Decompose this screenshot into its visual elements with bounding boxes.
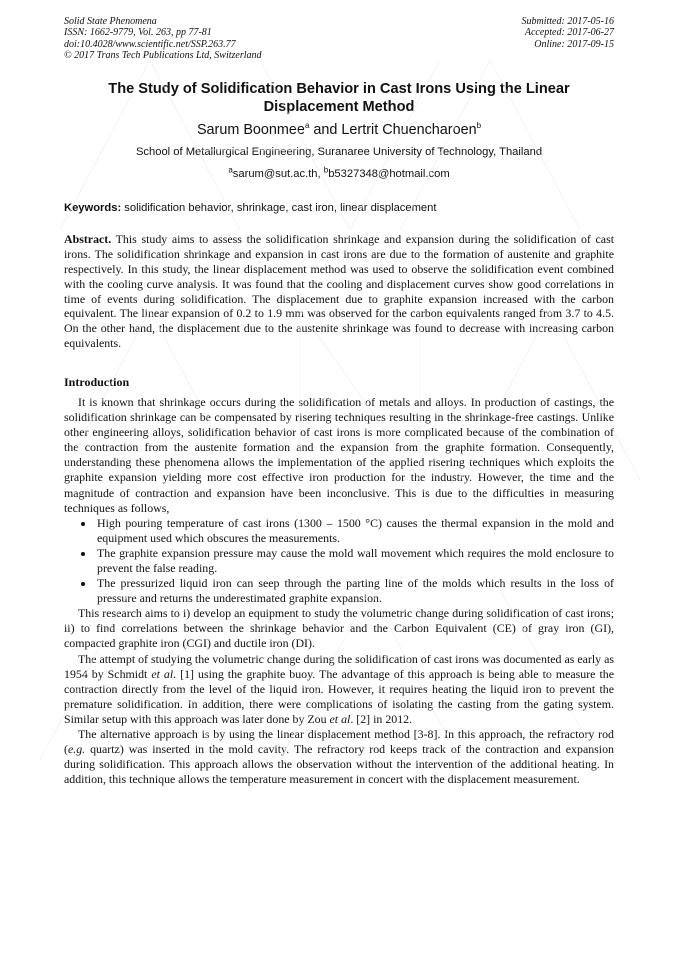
- introduction-section: [64, 375, 614, 787]
- list-item: • High pouring temperature of cast irons (1300 – 1500 °C) causes the thermal expansion in the mold and equipment used which obscures the measurements.: [95, 516, 614, 546]
- intro-paragraph-3-part1: The attempt of studying the volumetric change during the solidification of cast irons was documented as early as 1954 by Schmidt: [64, 651, 614, 681]
- author-1-sup: a: [304, 121, 310, 131]
- author-emails: [64, 167, 614, 181]
- keywords-label: Keywords:: [64, 202, 122, 215]
- journal-header: [64, 16, 614, 61]
- journal-issn: ISSN: 1662-9779, Vol. 263, pp 77-81: [64, 27, 212, 39]
- email-a[interactable]: sarum@sut.ac.th,: [232, 168, 324, 181]
- intro-paragraph-3-etal-1: et al: [151, 666, 174, 681]
- intro-paragraph-4-part1: The alternative approach is by using the linear displacement method [3-8]. In this approach, the refractory rod (: [64, 727, 614, 757]
- author-2-sup: b: [476, 121, 482, 131]
- intro-paragraph-4-eg: e.g.: [67, 742, 86, 757]
- intro-paragraph-4: [64, 727, 614, 787]
- journal-copyright: © 2017 Trans Tech Publications Ltd, Switzerland: [64, 49, 262, 61]
- keywords: [64, 201, 614, 215]
- intro-paragraph-4-part2: quartz) was inserted in the mold cavity. The refractory rod keeps track of the contraction and expansion during solidification. This approach allows the observation without the intervention of the additional heating. In addition, this technique allows the temperature measurement in concert with the displacement measurement.: [64, 742, 614, 787]
- list-item: • The pressurized liquid iron can seep through the parting line of the molds which results in the loss of pressure and returns the underestimated graphite expansion.: [95, 576, 614, 606]
- header-left: [64, 16, 262, 61]
- journal-name: Solid State Phenomena: [64, 16, 157, 27]
- email-b-sup: b: [323, 165, 329, 175]
- header-right: [522, 16, 615, 61]
- online-date: Online: 2017-09-15: [534, 38, 614, 50]
- accepted-date: Accepted: 2017-06-27: [524, 27, 614, 39]
- measurement-difficulties-list: [64, 516, 614, 607]
- abstract-text: This study aims to assess the solidification shrinkage and expansion during the solidification of cast irons. The solidification shrinkage and expansion in cast irons are due to the formation of austenite and graphite respectively. In this study, the linear displacement method was used to observe the solidification event combined with the cooling curve analysis. It was found that the cooling and displacement curves show good correlations in time of events during solidification. The displacement due to graphite expansion increased with the carbon equivalent. The linear expansion of 0.2 to 1.9 mm was observed for the carbon equivalents ranged from 3.7 to 4.5. On the other hand, the displacement due to the austenite shrinkage was found to decrease with increasing carbon equivalents.: [64, 232, 614, 351]
- intro-paragraph-3: [64, 652, 614, 727]
- email-b[interactable]: b5327348@hotmail.com: [328, 168, 450, 181]
- intro-paragraph-2: This research aims to i) develop an equipment to study the volumetric change during solidification of cast irons; ii) to find correlations between the shrinkage behavior and the Carbon Equivalent (CE) of gray iron (GI), compacted graphite iron (CGI) and ductile iron (DI).: [64, 606, 614, 651]
- paper-title: The Study of Solidification Behavior in Cast Irons Using the Linear Displacement Method: [108, 81, 570, 116]
- keywords-text: solidification behavior, shrinkage, cast iron, linear displacement: [121, 202, 437, 215]
- list-item: • The graphite expansion pressure may cause the mold wall movement which requires the mold enclosure to prevent the false reading.: [95, 546, 614, 576]
- email-a-sup: a: [228, 165, 233, 175]
- author-conjunction: and: [309, 122, 342, 139]
- intro-paragraph-3-part3: . [2] in 2012.: [350, 711, 413, 726]
- intro-paragraph-3-part2: . [1] using the graphite buoy. The advantage of this approach is being able to measure the contraction directly from the level of the liquid iron. However, it requires heating the liquid iron to prevent the premature solidification. In addition, there were complications of isolating the casting from the gating system. Similar setup with this approach was later done by Zou: [64, 666, 614, 726]
- author-line: [64, 121, 614, 139]
- abstract: [64, 232, 614, 351]
- affiliation: School of Metallurgical Engineering, Suranaree University of Technology, Thailand: [135, 146, 543, 159]
- introduction-heading: Introduction: [64, 374, 130, 389]
- abstract-label: Abstract.: [64, 232, 112, 247]
- author-1: Sarum Boonmee: [196, 122, 305, 139]
- submitted-date: Submitted: 2017-05-16: [521, 16, 614, 27]
- intro-paragraph-3-etal-2: et al: [329, 711, 351, 726]
- author-2: Lertrit Chuencharoen: [341, 122, 477, 139]
- journal-doi[interactable]: doi:10.4028/www.scientific.net/SSP.263.77: [64, 38, 236, 50]
- intro-paragraph-1: It is known that shrinkage occurs during the solidification of metals and alloys. In production of castings, the solidification shrinkage can be compensated by risering techniques resulting in the shrinkage-free castings. Unlike other engineering alloys, solidification behavior of cast irons is more complicated because of the combination of the contraction from the austenite formation and the expansion from the graphite formation. Consequently, understanding these phenomena allows the implementation of the applied risering techniques which exploits the graphite expansion yielding more cost effective iron production for the industry. However, the time and the magnitude of contraction and expansion have been inconclusive. This is due to the difficulties in measuring techniques as follows,: [64, 394, 614, 515]
